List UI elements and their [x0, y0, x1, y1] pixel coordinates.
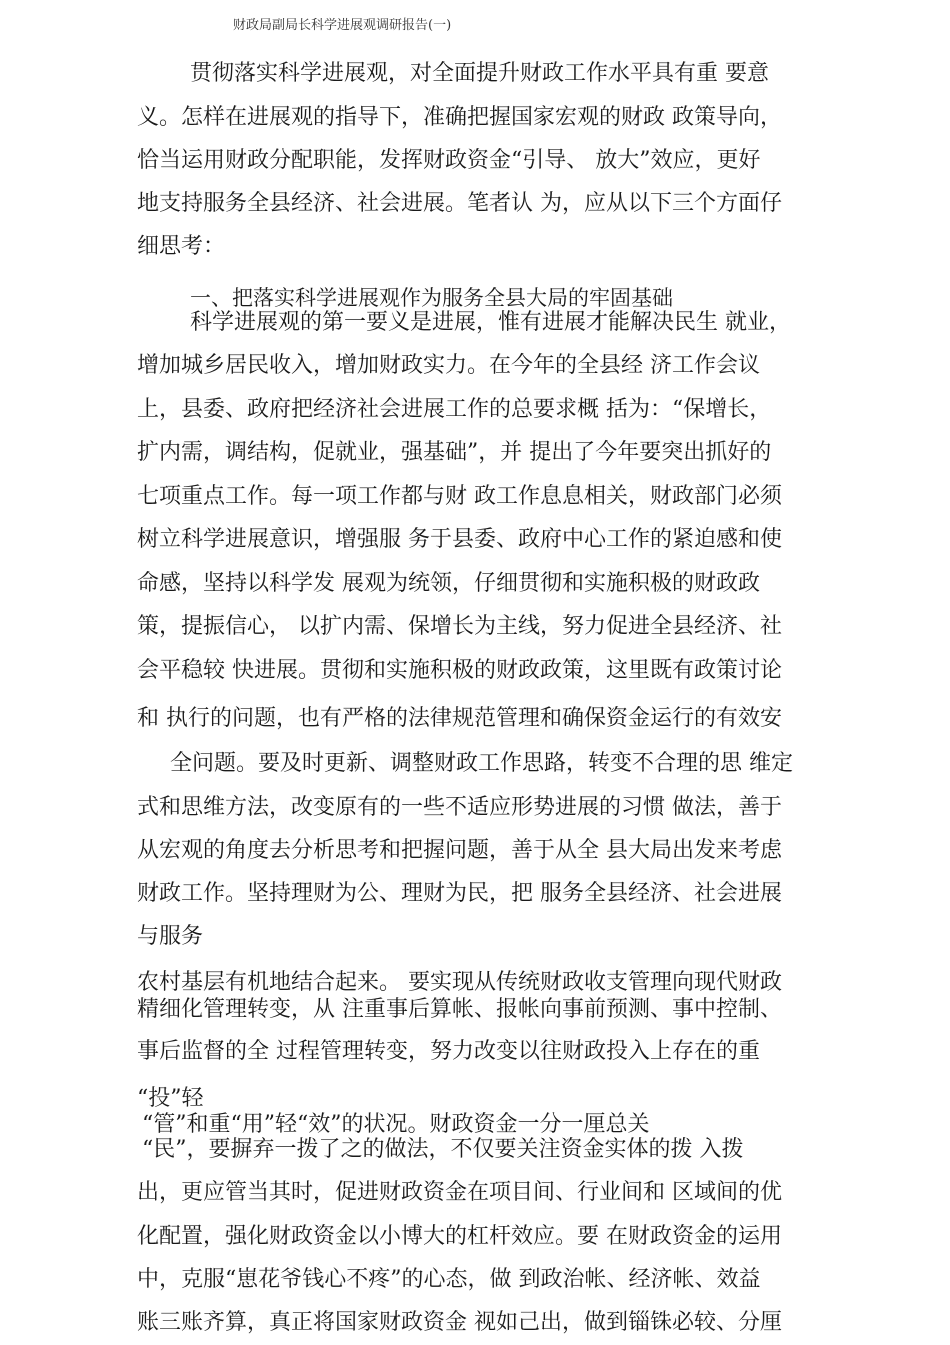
text-line: 命感，坚持以科学发 展观为统领，仔细贯彻和实施积极的财政政 — [137, 571, 760, 596]
text-line: 扩内需，调结构，促就业，强基础”，并 提出了今年要突出抓好的 — [137, 440, 772, 465]
text-line: “民”，要摒弃一拨了之的做法，不仅要关注资金实体的拨 入拨 — [142, 1137, 744, 1162]
text-line: 式和思维方法，改变原有的一些不适应形势进展的习惯 做法，善于 — [137, 795, 782, 820]
document-header: 财政局副局长科学进展观调研报告(一) — [233, 18, 452, 33]
text-line: 事后监督的全 过程管理转变，努力改变以往财政投入上存在的重 — [137, 1039, 760, 1064]
section-heading: 一、把落实科学进展观作为服务全县大局的牢固基础 — [190, 286, 673, 310]
text-line: 全问题。要及时更新、调整财政工作思路，转变不合理的思 维定 — [170, 751, 793, 776]
text-line: “管”和重“用”轻“效”的状况。财政资金一分一厘总关 — [142, 1112, 650, 1137]
text-line: 农村基层有机地结合起来。 要实现从传统财政收支管理向现代财政 — [137, 970, 782, 995]
text-line: 会平稳较 快进展。贯彻和实施积极的财政政策，这里既有政策讨论 — [137, 658, 782, 683]
text-line: 增加城乡居民收入，增加财政实力。在今年的全县经 济工作会议 — [137, 353, 760, 378]
text-line: 从宏观的角度去分析思考和把握问题，善于从全 县大局出发来考虑 — [137, 838, 782, 863]
text-line: 贯彻落实科学进展观，对全面提升财政工作水平具有重 要意 — [190, 61, 769, 86]
text-line: 中，克服“崽花爷钱心不疼”的心态，做 到政治帐、经济帐、效益 — [137, 1267, 761, 1292]
text-line: 和 执行的问题，也有严格的法律规范管理和确保资金运行的有效安 — [137, 706, 782, 731]
text-line: 树立科学进展意识，增强服 务于县委、政府中心工作的紧迫感和使 — [137, 527, 782, 552]
text-line: 地支持服务全县经济、社会进展。笔者认 为，应从以下三个方面仔 — [137, 191, 782, 216]
text-line: “投”轻 — [137, 1086, 204, 1111]
text-line: 精细化管理转变，从 注重事后算帐、报帐向事前预测、事中控制、 — [137, 997, 782, 1022]
text-line: 上，县委、政府把经济社会进展工作的总要求概 括为：“保增长， — [137, 397, 772, 422]
text-line: 七项重点工作。每一项工作都与财 政工作息息相关，财政部门必须 — [137, 484, 782, 509]
text-line: 细思考： — [137, 234, 226, 259]
text-line: 账三账齐算，真正将国家财政资金 视如己出，做到锱铢必较、分厘 — [137, 1310, 782, 1335]
text-line: 化配置，强化财政资金以小博大的杠杆效应。要 在财政资金的运用 — [137, 1224, 782, 1249]
text-line: 科学进展观的第一要义是进展，惟有进展才能解决民生 就业， — [190, 310, 791, 335]
text-line: 财政工作。坚持理财为公、理财为民，把 服务全县经济、社会进展 — [137, 881, 782, 906]
text-line: 义。怎样在进展观的指导下，准确把握国家宏观的财政 政策导向， — [137, 105, 782, 130]
text-line: 恰当运用财政分配职能，发挥财政资金“引导、 放大”效应，更好 — [137, 148, 761, 173]
text-line: 出，更应管当其时，促进财政资金在项目间、行业间和 区域间的优 — [137, 1180, 782, 1205]
text-line: 策，提振信心， 以扩内需、保增长为主线，努力促进全县经济、社 — [137, 614, 782, 639]
text-line: 与服务 — [137, 924, 204, 949]
